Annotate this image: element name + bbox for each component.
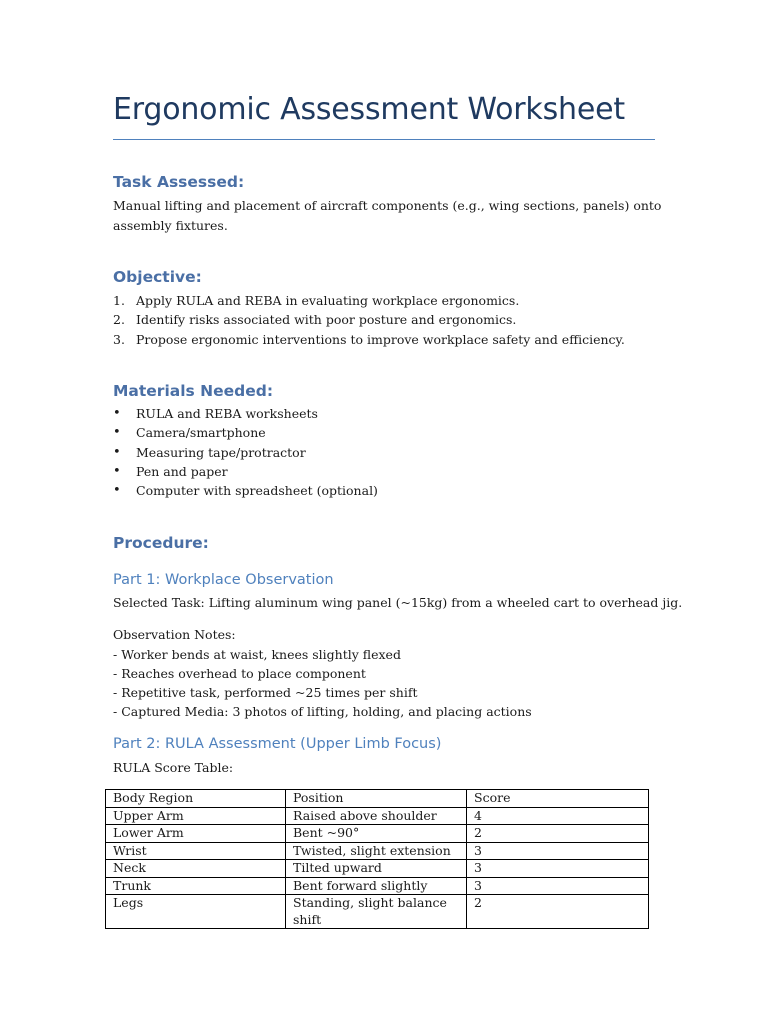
objective-heading: Objective: <box>113 268 202 286</box>
rula-score-table <box>105 789 649 929</box>
header-cell-body-region: Body Region <box>106 790 286 808</box>
score-cell: 4 <box>467 807 649 825</box>
table-header-row <box>106 790 649 808</box>
task-heading: Task Assessed: <box>113 173 245 191</box>
score-cell: 3 <box>467 877 649 895</box>
title-underline <box>113 139 655 140</box>
table-row <box>106 842 649 860</box>
position-cell: Bent ~90° <box>286 825 467 843</box>
procedure-heading: Procedure: <box>113 534 209 552</box>
materials-item-text: Measuring tape/protractor <box>136 444 306 460</box>
position-cell: Tilted upward <box>286 860 467 878</box>
materials-item <box>113 481 378 500</box>
materials-item <box>113 404 378 423</box>
observation-notes-heading: Observation Notes: <box>113 627 236 642</box>
materials-list <box>113 404 378 500</box>
part1-heading: Part 1: Workplace Observation <box>113 572 334 588</box>
bullet-icon: • <box>113 444 121 460</box>
objective-item-number: 3. <box>113 331 125 347</box>
objective-item-text: Apply RULA and REBA in evaluating workplace ergonomics. <box>136 293 520 308</box>
part2-heading: Part 2: RULA Assessment (Upper Limb Focus) <box>113 736 442 752</box>
body-region-cell: Legs <box>106 895 286 929</box>
materials-item <box>113 423 378 442</box>
score-cell: 3 <box>467 842 649 860</box>
page-title: Ergonomic Assessment Worksheet <box>113 92 625 127</box>
materials-item-text: Pen and paper <box>136 463 228 479</box>
task-text-line-2: assembly fixtures. <box>113 217 228 233</box>
body-region-cell: Upper Arm <box>106 807 286 825</box>
score-cell: 2 <box>467 825 649 843</box>
objective-item <box>113 291 625 310</box>
objective-item <box>113 310 625 329</box>
objective-item-number: 2. <box>113 312 125 328</box>
bullet-icon: • <box>113 406 121 421</box>
observation-note: - Repetitive task, performed ~25 times per shift <box>113 684 418 700</box>
objective-item-text: Propose ergonomic interventions to improve workplace safety and efficiency. <box>136 331 625 347</box>
observation-note: - Reaches overhead to place component <box>113 665 366 681</box>
position-cell: Standing, slight balance shift <box>286 895 467 929</box>
materials-item-text: Computer with spreadsheet (optional) <box>136 483 378 499</box>
observation-note: - Captured Media: 3 photos of lifting, holding, and placing actions <box>113 703 532 719</box>
materials-item-text: RULA and REBA worksheets <box>136 406 318 421</box>
objective-item-text: Identify risks associated with poor posture and ergonomics. <box>136 312 517 328</box>
materials-item <box>113 462 378 481</box>
body-region-cell: Trunk <box>106 877 286 895</box>
materials-item-text: Camera/smartphone <box>136 425 266 441</box>
bullet-icon: • <box>113 463 121 479</box>
score-cell: 3 <box>467 860 649 878</box>
table-row <box>106 877 649 895</box>
objective-item-number: 1. <box>113 293 125 308</box>
objective-list <box>113 291 625 349</box>
position-cell: Twisted, slight extension <box>286 842 467 860</box>
observation-note: - Worker bends at waist, knees slightly flexed <box>113 646 401 662</box>
selected-task-text: Selected Task: Lifting aluminum wing panel (~15kg) from a wheeled cart to overhead jig. <box>113 595 683 610</box>
header-cell-position: Position <box>286 790 467 808</box>
body-region-cell: Neck <box>106 860 286 878</box>
score-cell: 2 <box>467 895 649 929</box>
header-cell-score: Score <box>467 790 649 808</box>
table-row <box>106 895 649 929</box>
table-row <box>106 825 649 843</box>
bullet-icon: • <box>113 483 121 499</box>
objective-item <box>113 330 625 349</box>
task-text-line-1: Manual lifting and placement of aircraft components (e.g., wing sections, panels) onto <box>113 198 662 213</box>
position-cell: Bent forward slightly <box>286 877 467 895</box>
bullet-icon: • <box>113 425 121 441</box>
table-row <box>106 860 649 878</box>
body-region-cell: Wrist <box>106 842 286 860</box>
materials-item <box>113 443 378 462</box>
rula-table-label: RULA Score Table: <box>113 760 234 775</box>
materials-heading: Materials Needed: <box>113 382 274 400</box>
table-row <box>106 807 649 825</box>
position-cell: Raised above shoulder <box>286 807 467 825</box>
body-region-cell: Lower Arm <box>106 825 286 843</box>
